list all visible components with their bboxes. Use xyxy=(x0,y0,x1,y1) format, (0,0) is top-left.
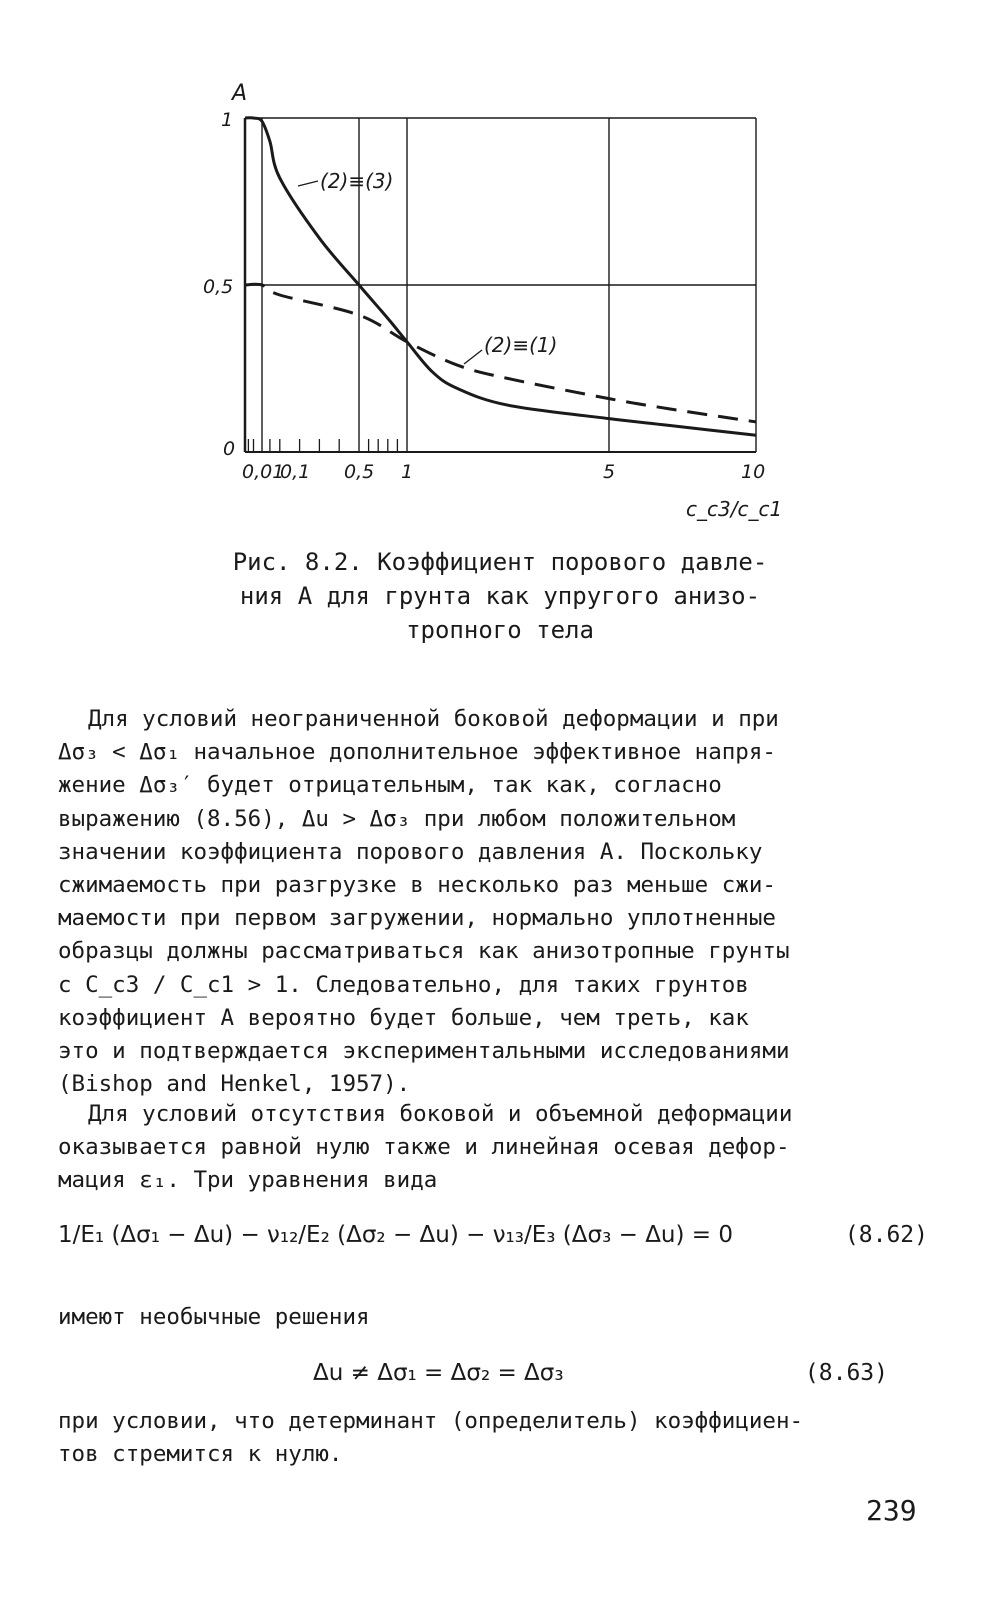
text-line: Δσ₃ < Δσ₁ начальное дополнительное эффективное напря- xyxy=(58,739,776,766)
series-label-2-eq-3: (2)≡(3) xyxy=(320,169,394,193)
y-axis-label: A xyxy=(232,81,248,106)
text-line: с C_c3 / C_c1 > 1. Следовательно, для таких грунтов xyxy=(58,971,749,998)
paragraph-3 xyxy=(58,1405,928,1471)
text-line: тов стремится к нулю. xyxy=(58,1441,343,1468)
text-line: сжимаемость при разгрузке в несколько раз меньше сжи- xyxy=(58,872,776,899)
equation-number: (8.63) xyxy=(804,1360,888,1386)
text-line: это и подтверждается экспериментальными исследованиями xyxy=(58,1038,790,1065)
equation-number: (8.62) xyxy=(844,1222,928,1248)
figure-caption xyxy=(190,545,810,647)
text-line: жение Δσ₃′ будет отрицательным, так как, согласно xyxy=(58,772,722,799)
paragraph-1 xyxy=(58,703,928,1101)
x-tick-10: 10 xyxy=(741,461,766,483)
pore-pressure-figure xyxy=(0,0,993,540)
text-before-eq-8-63 xyxy=(58,1301,928,1334)
x-tick-001: 0,01 xyxy=(242,461,285,483)
text-line: образцы должны рассматриваться как анизотропные грунты xyxy=(58,938,790,965)
caption-line: ния A для грунта как упругого анизо- xyxy=(239,582,761,610)
y-tick-05: 0,5 xyxy=(203,276,234,298)
x-tick-1: 1 xyxy=(401,461,414,483)
x-tick-5: 5 xyxy=(603,461,616,483)
text-line: Для условий неограниченной боковой деформации и при xyxy=(88,706,779,732)
x-axis-label: c_c3/c_c1 xyxy=(686,497,783,521)
leader-line-2-eq-1 xyxy=(464,350,482,364)
caption-line: Рис. 8.2. Коэффициент порового давле- xyxy=(232,548,768,576)
text-line: при условии, что детерминант (определитель) коэффициен- xyxy=(58,1408,804,1434)
minor-ticks xyxy=(248,439,397,452)
paragraph-2 xyxy=(58,1098,928,1198)
text-line: коэффициент A вероятно будет больше, чем треть, как xyxy=(58,1004,749,1031)
equation-body: Δu ≠ Δσ₁ = Δσ₂ = Δσ₃ xyxy=(313,1360,564,1386)
leader-line-2-eq-3 xyxy=(298,181,318,186)
text-line: оказывается равной нулю также и линейная осевая дефор- xyxy=(58,1134,790,1161)
x-tick-05: 0,5 xyxy=(344,461,375,483)
text-line: мация ε₁. Три уравнения вида xyxy=(58,1167,438,1194)
text-line: маемости при первом загружении, нормально уплотненные xyxy=(58,905,776,932)
series-line-2-eq-3 xyxy=(245,118,756,436)
text-line: (Bishop and Henkel, 1957). xyxy=(58,1071,411,1098)
text-line: выражению (8.56), Δu > Δσ₃ при любом положительном xyxy=(58,805,736,832)
series-label-2-eq-1: (2)≡(1) xyxy=(484,333,558,357)
equation-body: 1/E₁ (Δσ₁ − Δu) − ν₁₂/E₂ (Δσ₂ − Δu) − ν₁₃/E₃ (Δσ₃ − Δu) = 0 xyxy=(58,1222,734,1248)
caption-line: тропного тела xyxy=(406,616,594,644)
text-line: Для условий отсутствия боковой и объемной деформации xyxy=(88,1101,793,1127)
x-tick-01: 0,1 xyxy=(280,461,311,483)
text-line: имеют необычные решения xyxy=(58,1304,370,1330)
y-tick-1: 1 xyxy=(221,109,234,131)
text-line: значении коэффициента порового давления A. Поскольку xyxy=(58,838,763,865)
page-number: 239 xyxy=(866,1494,917,1527)
y-tick-0: 0 xyxy=(223,438,236,460)
